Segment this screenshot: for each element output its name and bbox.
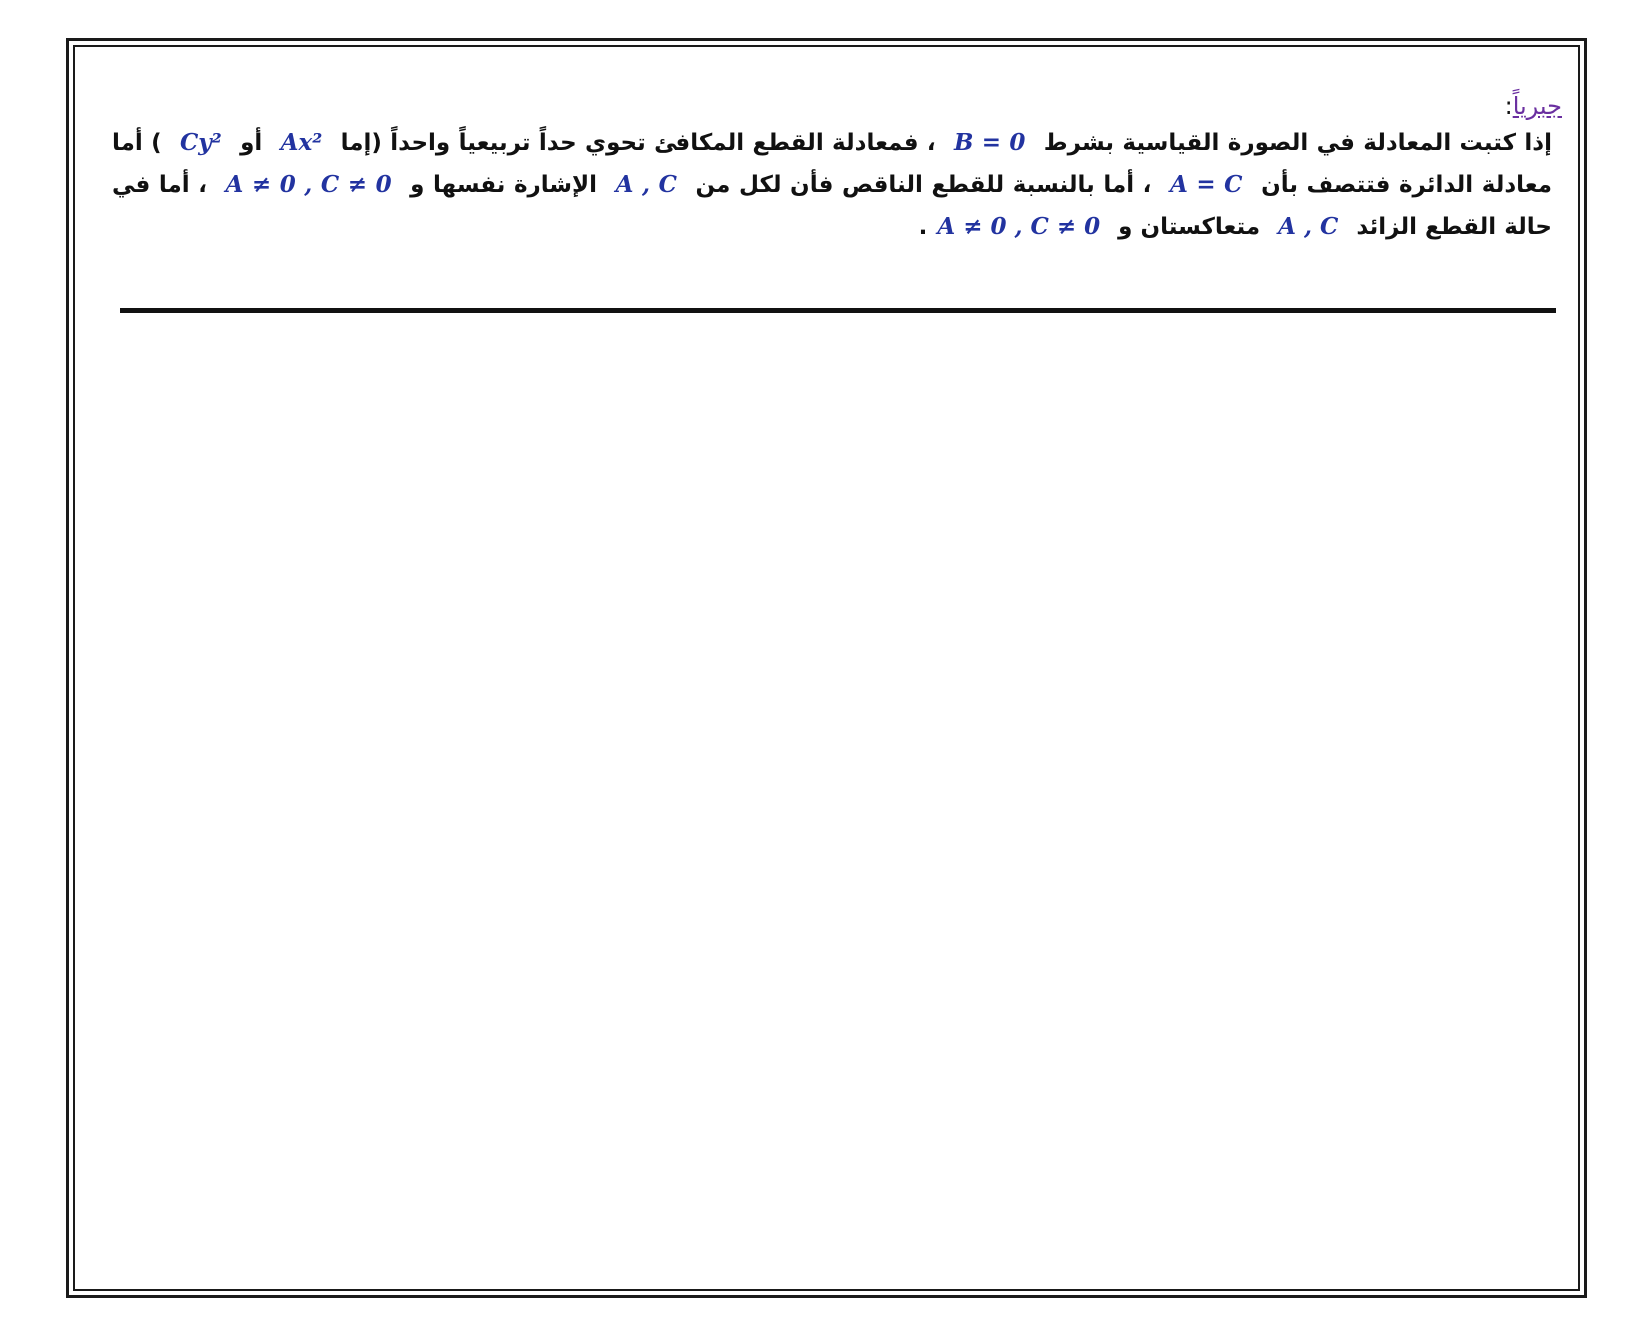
math-expression: A = C (1169, 171, 1243, 198)
text-segment: متعاكستان و (1118, 214, 1261, 240)
horizontal-rule (120, 308, 1556, 313)
heading-word: جبرياً (1512, 92, 1562, 120)
math-expression: A ≠ 0 , C ≠ 0 (937, 213, 1101, 240)
math-expression: A , C (615, 171, 677, 198)
text-segment: إذا كتبت المعادلة في الصورة القياسية بشرط (1043, 130, 1552, 156)
text-segment: ، أما بالنسبة للقطع الناقص فأن لكل من (695, 172, 1152, 198)
math-expression: A ≠ 0 , C ≠ 0 (225, 171, 392, 198)
text-segment: ، فمعادلة القطع المكافئ تحوي حداً تربيعياً واحداً (إما (340, 130, 936, 156)
text-segment: ) أما معادلة الدائرة فتتصف بأن (112, 130, 1552, 198)
definition-paragraph (112, 122, 1562, 248)
heading-colon: : (1504, 92, 1513, 120)
section-heading (112, 90, 1562, 122)
text-segment: الإشارة نفسها و (410, 172, 598, 198)
text-segment: . (918, 214, 928, 240)
math-expression: Cy² (180, 129, 222, 156)
math-expression: Ax² (280, 129, 323, 156)
math-expression: B = 0 (954, 129, 1026, 156)
text-segment: ، أما في حالة القطع الزائد (112, 172, 1552, 240)
text-segment: أو (240, 130, 263, 156)
math-expression: A , C (1278, 213, 1339, 240)
document-content (112, 90, 1562, 248)
